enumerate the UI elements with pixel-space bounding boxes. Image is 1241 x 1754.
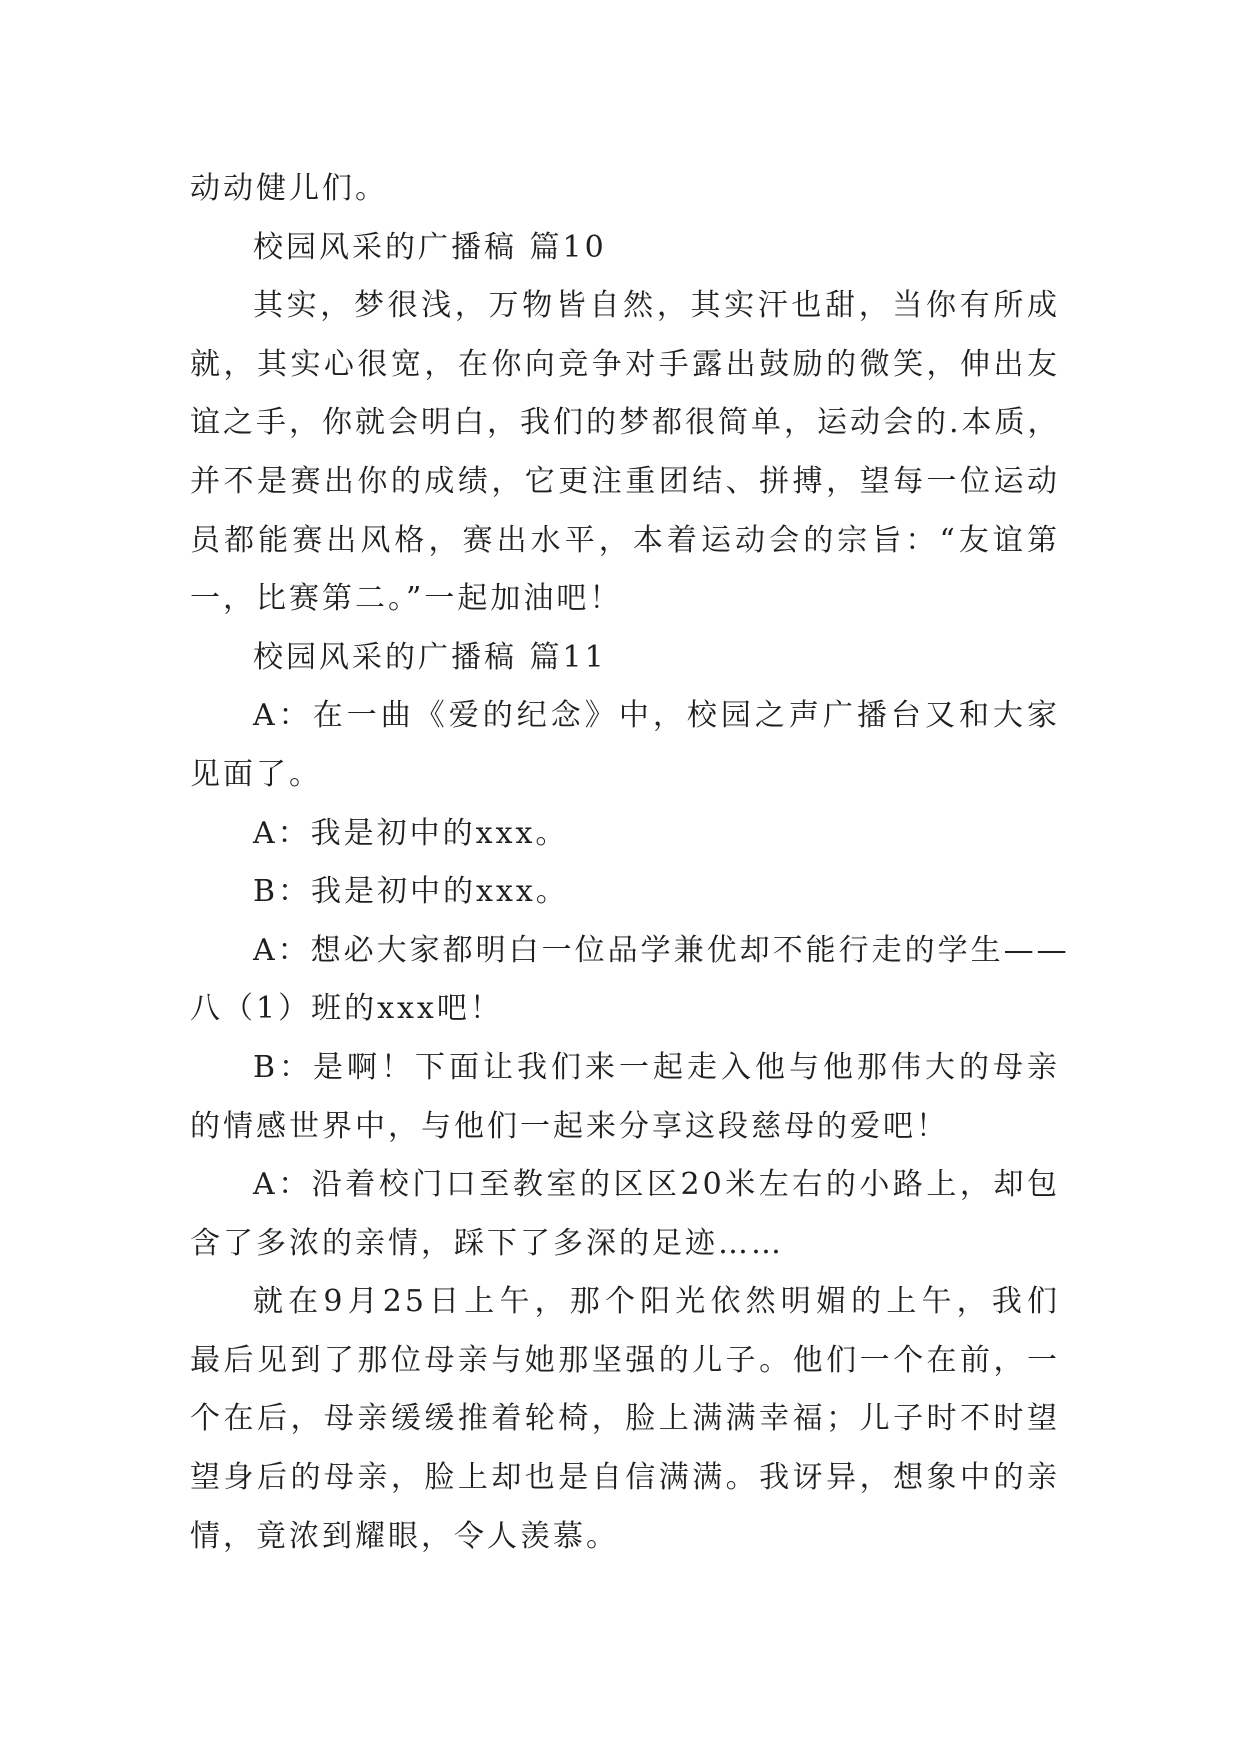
text-line: 员都能赛出风格，赛出水平，本着运动会的宗旨：“友谊第	[190, 522, 1060, 558]
text-line: 其实，梦很浅，万物皆自然，其实汗也甜，当你有所成	[253, 288, 1060, 324]
document-body	[190, 160, 1070, 1566]
text-line: 望身后的母亲，脸上却也是自信满满。我讶异，想象中的亲	[190, 1460, 1060, 1496]
text-line: B：我是初中的xxx。	[253, 874, 569, 910]
text-line: 情，竟浓到耀眼，令人羡慕。	[190, 1518, 619, 1554]
text-line: 个在后，母亲缓缓推着轮椅，脸上满满幸福；儿子时不时望	[190, 1401, 1060, 1437]
text-line: 动动健儿们。	[190, 171, 388, 206]
text-line: 就，其实心很宽，在你向竞争对手露出鼓励的微笑，伸出友	[190, 346, 1060, 382]
text-line: 并不是赛出你的成绩，它更注重团结、拼搏，望每一位运动	[190, 463, 1060, 499]
text-line: 见面了。	[190, 756, 322, 792]
text-line: 谊之手，你就会明白，我们的梦都很简单，运动会的.本质，	[190, 405, 1061, 441]
section-heading: 校园风采的广播稿 篇11	[253, 639, 607, 675]
text-line: A：沿着校门口至教室的区区20米左右的小路上，却包	[253, 1167, 1060, 1203]
text-line: A：我是初中的xxx。	[253, 815, 569, 851]
text-line: 一，比赛第二。”一起加油吧！	[190, 581, 623, 617]
text-line: 八（1）班的xxx吧！	[190, 991, 503, 1027]
text-line: B：是啊！下面让我们来一起走入他与他那伟大的母亲	[253, 1049, 1060, 1085]
text-line: 的情感世界中，与他们一起来分享这段慈母的爱吧！	[190, 1108, 949, 1144]
text-line: 就在9月25日上午，那个阳光依然明媚的上午，我们	[253, 1284, 1060, 1320]
section-heading: 校园风采的广播稿 篇10	[253, 229, 607, 265]
text-line: A：想必大家都明白一位品学兼优却不能行走的学生——	[253, 932, 1070, 968]
text-line: A：在一曲《爱的纪念》中，校园之声广播台又和大家	[253, 698, 1060, 734]
text-line: 含了多浓的亲情，踩下了多深的足迹……	[190, 1225, 784, 1261]
text-line: 最后见到了那位母亲与她那坚强的儿子。他们一个在前，一	[190, 1342, 1060, 1378]
